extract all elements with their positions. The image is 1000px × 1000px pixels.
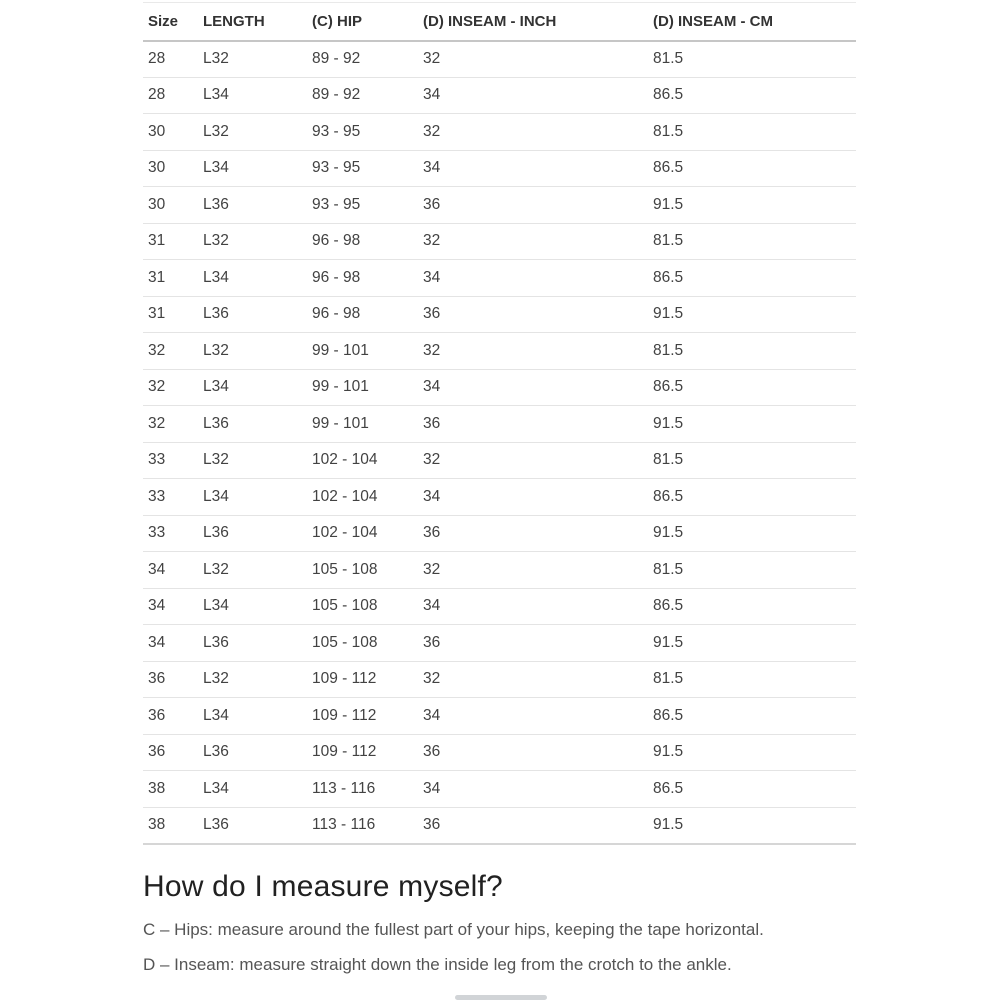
table-cell-length: L36 bbox=[203, 625, 312, 662]
table-cell-inseam-cm: 91.5 bbox=[653, 515, 856, 552]
table-cell-inseam-cm: 86.5 bbox=[653, 150, 856, 187]
table-cell-size: 34 bbox=[143, 552, 203, 589]
table-cell-hip: 109 - 112 bbox=[312, 734, 423, 771]
table-cell-hip: 96 - 98 bbox=[312, 260, 423, 297]
table-cell-inseam-cm: 81.5 bbox=[653, 41, 856, 78]
table-cell-length: L32 bbox=[203, 41, 312, 78]
table-cell-hip: 99 - 101 bbox=[312, 333, 423, 370]
table-cell-inseam-cm: 86.5 bbox=[653, 369, 856, 406]
table-cell-length: L34 bbox=[203, 260, 312, 297]
table-cell-inseam-inch: 36 bbox=[423, 734, 653, 771]
table-cell-inseam-inch: 36 bbox=[423, 625, 653, 662]
table-cell-hip: 102 - 104 bbox=[312, 442, 423, 479]
table-cell-hip: 105 - 108 bbox=[312, 625, 423, 662]
table-row bbox=[143, 260, 856, 297]
table-row bbox=[143, 734, 856, 771]
table-row bbox=[143, 406, 856, 443]
measure-instruction-inseam: D – Inseam: measure straight down the inside leg from the crotch to the ankle. bbox=[143, 954, 732, 974]
column-header-size: Size bbox=[143, 3, 203, 41]
table-cell-length: L32 bbox=[203, 442, 312, 479]
table-row bbox=[143, 150, 856, 187]
table-cell-hip: 96 - 98 bbox=[312, 296, 423, 333]
table-cell-hip: 99 - 101 bbox=[312, 406, 423, 443]
table-cell-hip: 113 - 116 bbox=[312, 771, 423, 808]
table-cell-inseam-cm: 91.5 bbox=[653, 734, 856, 771]
table-cell-inseam-cm: 91.5 bbox=[653, 625, 856, 662]
table-cell-inseam-inch: 36 bbox=[423, 515, 653, 552]
table-cell-hip: 89 - 92 bbox=[312, 41, 423, 78]
table-cell-hip: 93 - 95 bbox=[312, 150, 423, 187]
table-cell-inseam-inch: 32 bbox=[423, 552, 653, 589]
table-cell-hip: 113 - 116 bbox=[312, 807, 423, 844]
table-cell-size: 36 bbox=[143, 734, 203, 771]
table-cell-inseam-inch: 34 bbox=[423, 77, 653, 114]
table-cell-inseam-inch: 36 bbox=[423, 187, 653, 224]
table-cell-inseam-inch: 32 bbox=[423, 41, 653, 78]
table-cell-hip: 105 - 108 bbox=[312, 552, 423, 589]
table-cell-hip: 102 - 104 bbox=[312, 515, 423, 552]
table-cell-size: 31 bbox=[143, 296, 203, 333]
table-cell-size: 30 bbox=[143, 150, 203, 187]
measure-instruction-hips: C – Hips: measure around the fullest part of your hips, keeping the tape horizontal. bbox=[143, 919, 764, 939]
table-cell-inseam-cm: 81.5 bbox=[653, 661, 856, 698]
table-row bbox=[143, 479, 856, 516]
table-cell-inseam-inch: 32 bbox=[423, 223, 653, 260]
table-cell-inseam-cm: 81.5 bbox=[653, 442, 856, 479]
table-cell-inseam-cm: 86.5 bbox=[653, 588, 856, 625]
table-cell-inseam-inch: 34 bbox=[423, 369, 653, 406]
table-cell-size: 30 bbox=[143, 187, 203, 224]
table-cell-inseam-inch: 36 bbox=[423, 807, 653, 844]
table-cell-size: 31 bbox=[143, 260, 203, 297]
table-row bbox=[143, 333, 856, 370]
table-row bbox=[143, 552, 856, 589]
table-cell-inseam-cm: 86.5 bbox=[653, 479, 856, 516]
table-cell-length: L34 bbox=[203, 588, 312, 625]
table-cell-inseam-inch: 32 bbox=[423, 661, 653, 698]
table-cell-inseam-cm: 86.5 bbox=[653, 77, 856, 114]
table-cell-inseam-inch: 32 bbox=[423, 114, 653, 151]
table-cell-size: 31 bbox=[143, 223, 203, 260]
table-cell-hip: 105 - 108 bbox=[312, 588, 423, 625]
table-row bbox=[143, 41, 856, 78]
table-cell-length: L32 bbox=[203, 333, 312, 370]
table-cell-length: L36 bbox=[203, 406, 312, 443]
table-cell-hip: 99 - 101 bbox=[312, 369, 423, 406]
table-cell-length: L36 bbox=[203, 734, 312, 771]
table-cell-inseam-cm: 91.5 bbox=[653, 296, 856, 333]
table-cell-inseam-cm: 81.5 bbox=[653, 223, 856, 260]
table-cell-size: 33 bbox=[143, 479, 203, 516]
table-cell-length: L36 bbox=[203, 296, 312, 333]
table-row bbox=[143, 625, 856, 662]
table-cell-inseam-cm: 81.5 bbox=[653, 333, 856, 370]
table-cell-size: 32 bbox=[143, 369, 203, 406]
table-row bbox=[143, 515, 856, 552]
table-cell-length: L32 bbox=[203, 223, 312, 260]
table-row bbox=[143, 187, 856, 224]
table-row bbox=[143, 114, 856, 151]
table-cell-size: 32 bbox=[143, 333, 203, 370]
table-cell-inseam-cm: 86.5 bbox=[653, 698, 856, 735]
table-cell-length: L34 bbox=[203, 77, 312, 114]
table-cell-size: 36 bbox=[143, 698, 203, 735]
table-cell-length: L34 bbox=[203, 479, 312, 516]
table-cell-length: L32 bbox=[203, 114, 312, 151]
table-cell-size: 30 bbox=[143, 114, 203, 151]
table-cell-size: 33 bbox=[143, 442, 203, 479]
table-cell-size: 38 bbox=[143, 807, 203, 844]
measure-heading: How do I measure myself? bbox=[143, 869, 503, 903]
table-cell-inseam-inch: 32 bbox=[423, 333, 653, 370]
table-cell-inseam-inch: 34 bbox=[423, 479, 653, 516]
table-cell-hip: 96 - 98 bbox=[312, 223, 423, 260]
table-cell-hip: 93 - 95 bbox=[312, 187, 423, 224]
table-row bbox=[143, 442, 856, 479]
horizontal-scrollbar-thumb[interactable] bbox=[455, 995, 547, 1000]
table-cell-length: L32 bbox=[203, 661, 312, 698]
table-cell-inseam-inch: 34 bbox=[423, 150, 653, 187]
table-cell-length: L36 bbox=[203, 807, 312, 844]
table-cell-size: 28 bbox=[143, 77, 203, 114]
table-cell-inseam-inch: 32 bbox=[423, 442, 653, 479]
table-cell-inseam-inch: 34 bbox=[423, 588, 653, 625]
table-cell-inseam-cm: 91.5 bbox=[653, 187, 856, 224]
table-cell-hip: 102 - 104 bbox=[312, 479, 423, 516]
table-row bbox=[143, 223, 856, 260]
table-cell-inseam-inch: 34 bbox=[423, 260, 653, 297]
table-cell-hip: 109 - 112 bbox=[312, 661, 423, 698]
table-cell-length: L36 bbox=[203, 187, 312, 224]
table-cell-length: L36 bbox=[203, 515, 312, 552]
table-cell-size: 38 bbox=[143, 771, 203, 808]
table-header-row bbox=[143, 3, 856, 41]
size-chart-table bbox=[143, 2, 856, 845]
table-row bbox=[143, 698, 856, 735]
table-cell-length: L34 bbox=[203, 771, 312, 808]
size-chart-body bbox=[143, 41, 856, 844]
table-cell-inseam-inch: 36 bbox=[423, 406, 653, 443]
table-cell-inseam-inch: 36 bbox=[423, 296, 653, 333]
table-row bbox=[143, 807, 856, 844]
table-cell-length: L34 bbox=[203, 369, 312, 406]
column-header-inseam-cm: (D) INSEAM - CM bbox=[653, 3, 856, 41]
table-cell-inseam-cm: 81.5 bbox=[653, 552, 856, 589]
table-cell-size: 36 bbox=[143, 661, 203, 698]
table-row bbox=[143, 661, 856, 698]
column-header-inseam-inch: (D) INSEAM - INCH bbox=[423, 3, 653, 41]
table-cell-inseam-cm: 91.5 bbox=[653, 406, 856, 443]
table-cell-hip: 89 - 92 bbox=[312, 77, 423, 114]
table-cell-size: 32 bbox=[143, 406, 203, 443]
table-cell-inseam-cm: 81.5 bbox=[653, 114, 856, 151]
table-row bbox=[143, 77, 856, 114]
table-cell-size: 34 bbox=[143, 588, 203, 625]
table-row bbox=[143, 369, 856, 406]
table-cell-inseam-inch: 34 bbox=[423, 698, 653, 735]
table-cell-inseam-cm: 91.5 bbox=[653, 807, 856, 844]
table-cell-inseam-cm: 86.5 bbox=[653, 771, 856, 808]
table-row bbox=[143, 296, 856, 333]
column-header-hip: (C) HIP bbox=[312, 3, 423, 41]
table-cell-size: 33 bbox=[143, 515, 203, 552]
table-cell-length: L34 bbox=[203, 698, 312, 735]
column-header-length: LENGTH bbox=[203, 3, 312, 41]
table-cell-inseam-cm: 86.5 bbox=[653, 260, 856, 297]
table-cell-hip: 109 - 112 bbox=[312, 698, 423, 735]
table-cell-inseam-inch: 34 bbox=[423, 771, 653, 808]
table-cell-hip: 93 - 95 bbox=[312, 114, 423, 151]
table-cell-length: L34 bbox=[203, 150, 312, 187]
table-cell-size: 34 bbox=[143, 625, 203, 662]
size-chart-section bbox=[143, 2, 856, 990]
table-row bbox=[143, 588, 856, 625]
table-cell-length: L32 bbox=[203, 552, 312, 589]
table-row bbox=[143, 771, 856, 808]
table-cell-size: 28 bbox=[143, 41, 203, 78]
